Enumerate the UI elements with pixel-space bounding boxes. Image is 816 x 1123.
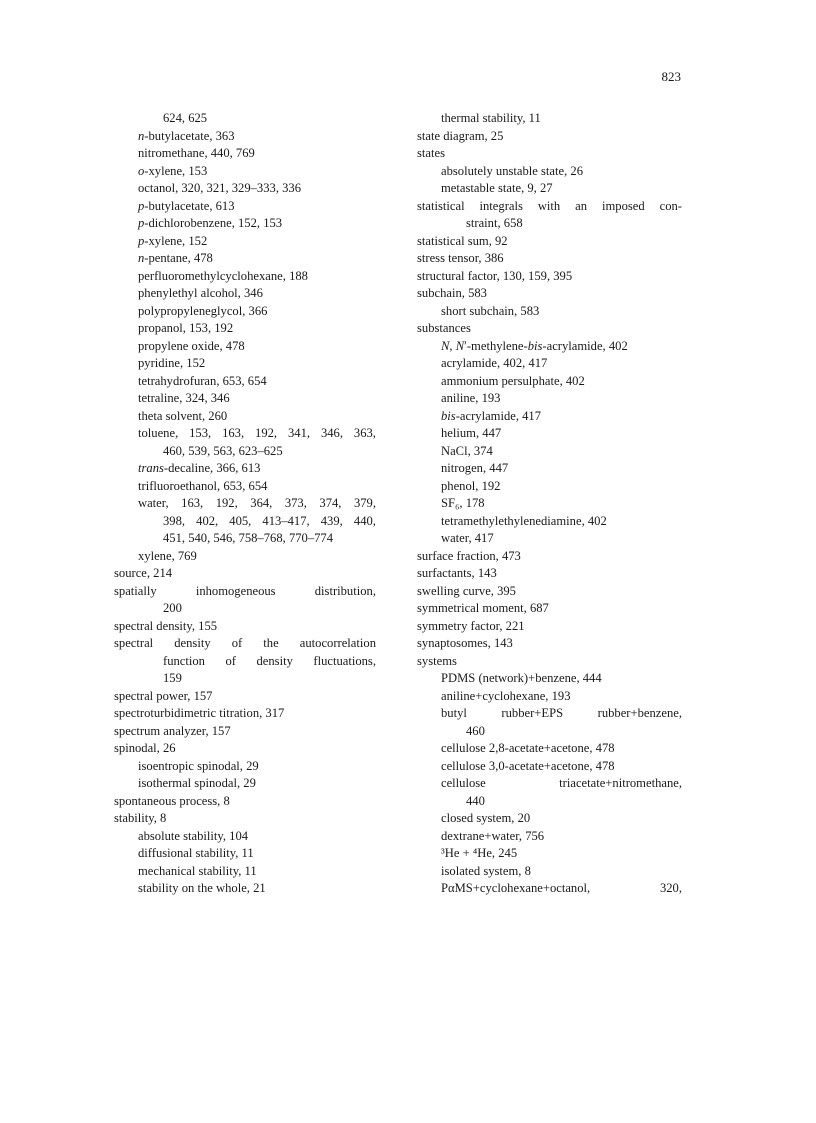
index-entry: short subchain, 583 <box>441 303 540 318</box>
index-entry: PαMS+cyclohexane+octanol, 320, <box>441 881 682 895</box>
index-entry: water, 417 <box>441 531 494 545</box>
index-entry: cellulose triacetate+nitromethane, <box>441 776 682 790</box>
index-entry: spatially inhomogeneous distribution, <box>114 583 376 598</box>
index-entry: synaptosomes, 143 <box>417 636 513 650</box>
index-entry: butyl rubber+EPS rubber+benzene, <box>441 706 682 720</box>
index-entry: statistical sum, 92 <box>417 233 508 248</box>
index-entry: p-xylene, 152 <box>138 233 208 248</box>
index-entry: propanol, 153, 192 <box>138 321 234 335</box>
index-entry: trans-decaline, 366, 613 <box>138 461 261 475</box>
index-entry: p-butylacetate, 613 <box>138 198 235 213</box>
index-entry: surfactants, 143 <box>417 566 497 580</box>
index-entry: diffusional stability, 11 <box>138 846 254 860</box>
index-entry: spontaneous process, 8 <box>114 793 230 808</box>
index-entry: stress tensor, 386 <box>417 251 504 265</box>
index-entry: 460, 539, 563, 623–625 <box>163 443 283 458</box>
index-entry: closed system, 20 <box>441 811 531 825</box>
index-entry: spectral density of the autocorrelation <box>114 636 376 650</box>
index-entry: isolated system, 8 <box>441 863 531 878</box>
index-entry: surface fraction, 473 <box>417 548 521 563</box>
index-entry: 200 <box>163 601 182 615</box>
index-entry: nitromethane, 440, 769 <box>138 146 255 160</box>
index-entry: spinodal, 26 <box>114 741 176 755</box>
index-entry: structural factor, 130, 159, 395 <box>417 268 573 283</box>
index-entry: water, 163, 192, 364, 373, 374, 379, <box>138 496 376 510</box>
index-entry: symmetrical moment, 687 <box>417 601 549 615</box>
index-entry: isoentropic spinodal, 29 <box>138 758 259 773</box>
page-number: 823 <box>661 69 681 84</box>
index-entry: acrylamide, 402, 417 <box>441 356 548 370</box>
index-entry: function of density fluctuations, <box>163 653 376 668</box>
index-entry: octanol, 320, 321, 329–333, 336 <box>138 181 302 195</box>
index-entry: mechanical stability, 11 <box>138 863 257 878</box>
index-entry: aniline+cyclohexane, 193 <box>441 688 571 703</box>
index-entry: states <box>417 146 445 160</box>
index-entry: absolutely unstable state, 26 <box>441 163 583 178</box>
index-entry: n-butylacetate, 363 <box>138 128 235 143</box>
index-entry: straint, 658 <box>466 216 523 230</box>
index-entry: 460 <box>466 723 485 738</box>
index-entry: spectral power, 157 <box>114 688 213 703</box>
index-entry: metastable state, 9, 27 <box>441 181 553 195</box>
index-entry: spectroturbidimetric titration, 317 <box>114 706 285 720</box>
index-entry: pyridine, 152 <box>138 356 206 370</box>
index-entry: xylene, 769 <box>138 548 197 563</box>
index-entry: swelling curve, 395 <box>417 583 516 598</box>
index-entry: cellulose 2,8-acetate+acetone, 478 <box>441 741 615 755</box>
index-entry: state diagram, 25 <box>417 128 504 143</box>
index-entry: p-dichlorobenzene, 152, 153 <box>138 216 283 230</box>
index-entry: NaCl, 374 <box>441 443 493 458</box>
index-entry: o-xylene, 153 <box>138 163 208 178</box>
index-entry: symmetry factor, 221 <box>417 618 525 633</box>
index-entry: ammonium persulphate, 402 <box>441 373 585 388</box>
index-entry: isothermal spinodal, 29 <box>138 776 256 790</box>
index-entry: systems <box>417 653 457 668</box>
index-entry: dextrane+water, 756 <box>441 828 545 843</box>
index-entry: theta solvent, 260 <box>138 408 228 423</box>
index-entry: spectrum analyzer, 157 <box>114 723 231 738</box>
index-entry: 159 <box>163 671 182 685</box>
index-entry: cellulose 3,0-acetate+acetone, 478 <box>441 758 615 773</box>
index-entry: tetramethylethylenediamine, 402 <box>441 513 607 528</box>
index-entry: propylene oxide, 478 <box>138 338 245 353</box>
index-entry: 451, 540, 546, 758–768, 770–774 <box>163 531 334 545</box>
index-entry: 624, 625 <box>163 111 208 125</box>
index-entry: N, N′-methylene-bis-acrylamide, 402 <box>441 338 628 353</box>
index-entry: ³He + ⁴He, 245 <box>441 846 518 860</box>
index-entry: polypropyleneglycol, 366 <box>138 303 268 318</box>
index-entry: bis-acrylamide, 417 <box>441 408 542 423</box>
index-entry: source, 214 <box>114 566 173 580</box>
index-entry: helium, 447 <box>441 426 502 440</box>
index-entry: nitrogen, 447 <box>441 461 509 475</box>
index-entry: SF₆, 178 <box>441 496 485 510</box>
index-entry: statistical integrals with an imposed con- <box>417 198 682 213</box>
index-column-right <box>417 110 682 898</box>
index-entry: subchain, 583 <box>417 286 487 300</box>
index-entry: n-pentane, 478 <box>138 251 213 265</box>
index-entry: PDMS (network)+benzene, 444 <box>441 671 602 685</box>
index-entry: tetrahydrofuran, 653, 654 <box>138 373 267 388</box>
index-entry: stability on the whole, 21 <box>138 881 266 895</box>
index-entry: substances <box>417 321 471 335</box>
index-entry: toluene, 153, 163, 192, 341, 346, 363, <box>138 426 376 440</box>
index-entry: perfluoromethylcyclohexane, 188 <box>138 268 308 283</box>
index-entry: phenol, 192 <box>441 478 501 493</box>
index-entry: absolute stability, 104 <box>138 828 249 843</box>
index-entry: trifluoroethanol, 653, 654 <box>138 478 268 493</box>
index-entry: thermal stability, 11 <box>441 111 541 125</box>
index-entry: stability, 8 <box>114 811 167 825</box>
index-entry: tetraline, 324, 346 <box>138 391 230 405</box>
index-entry: 440 <box>466 793 485 808</box>
index-entry: 398, 402, 405, 413–417, 439, 440, <box>163 513 376 528</box>
index-entry: spectral density, 155 <box>114 618 218 633</box>
index-entry: aniline, 193 <box>441 391 501 405</box>
index-column-left <box>114 110 376 898</box>
index-entry: phenylethyl alcohol, 346 <box>138 286 263 300</box>
